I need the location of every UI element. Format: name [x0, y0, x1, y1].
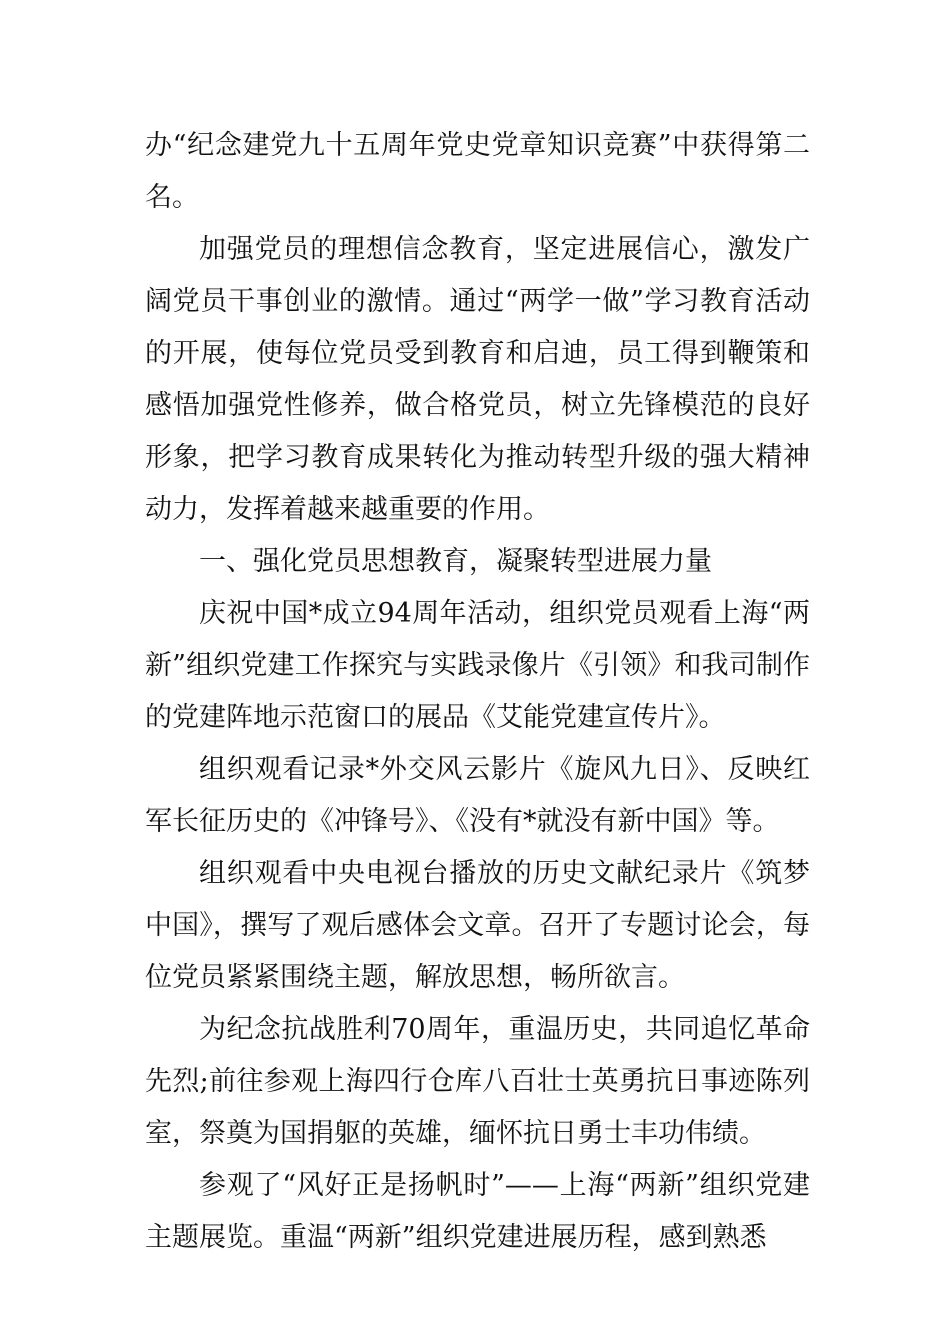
section-heading: 一、强化党员思想教育，凝聚转型进展力量: [199, 546, 712, 577]
paragraph: 参观了“风好正是扬帆时”——上海“两新”组织党建主题展览。重温“两新”组织党建进展历程，感到熟悉: [145, 1170, 810, 1253]
document-body: [145, 120, 810, 1264]
paragraph: 组织观看中央电视台播放的历史文献纪录片《筑梦中国》，撰写了观后感体会文章。召开了专题讨论会，每位党员紧紧围绕主题，解放思想，畅所欲言。: [145, 858, 810, 993]
paragraph: 为纪念抗战胜利70周年，重温历史，共同追忆革命先烈;前往参观上海四行仓库八百壮士英勇抗日事迹陈列室，祭奠为国捐躯的英雄，缅怀抗日勇士丰功伟绩。: [145, 1014, 810, 1149]
paragraph: 加强党员的理想信念教育，坚定进展信心，激发广阔党员干事创业的激情。通过“两学一做”学习教育活动的开展，使每位党员受到教育和启迪，员工得到鞭策和感悟加强党性修养，做合格党员，树立先锋模范的良好形象，把学习教育成果转化为推动转型升级的强大精神动力，发挥着越来越重要的作用。: [145, 234, 810, 525]
paragraph: 组织观看记录*外交风云影片《旋风九日》、反映红军长征历史的《冲锋号》、《没有*就没有新中国》等。: [145, 754, 810, 837]
paragraph-continued: 办“纪念建党九十五周年党史党章知识竞赛”中获得第二名。: [145, 130, 810, 213]
paragraph: 庆祝中国*成立94周年活动，组织党员观看上海“两新”组织党建工作探究与实践录像片《引领》和我司制作的党建阵地示范窗口的展品《艾能党建宣传片》。: [145, 598, 810, 733]
